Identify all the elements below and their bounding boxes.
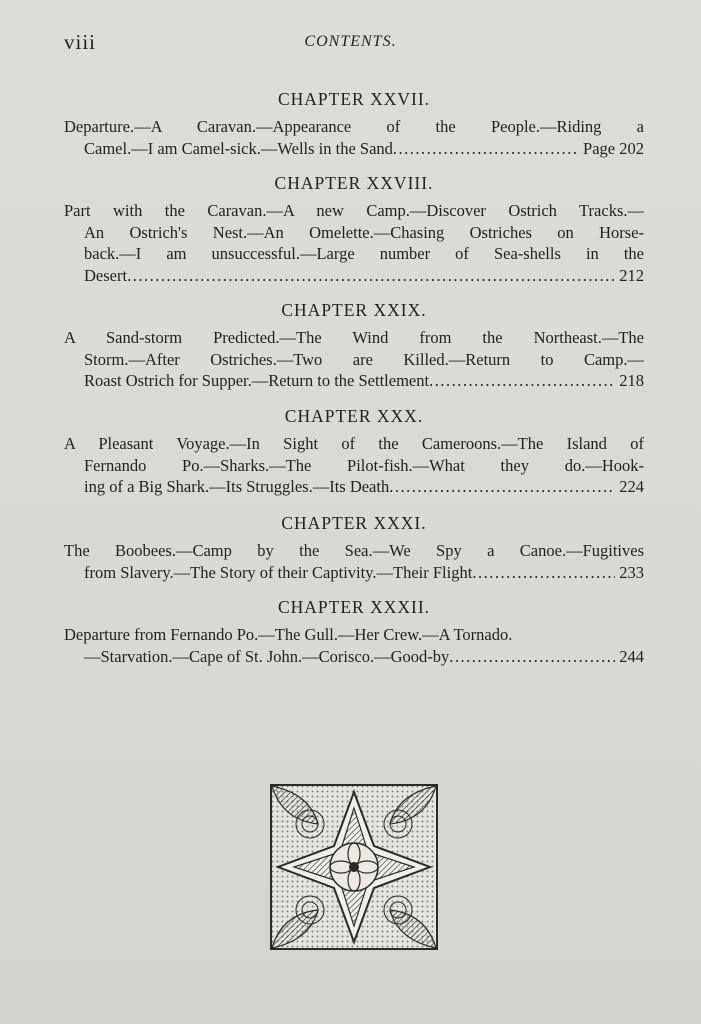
summary-line: Departure.—A Caravan.—Appearance of the People.—Riding a	[64, 117, 644, 136]
chapter-title: CHAPTER XXXI.	[281, 513, 427, 533]
summary-last-line	[64, 370, 644, 392]
summary-last-line	[64, 562, 644, 584]
summary-line: Departure from Fernando Po.—The Gull.—Her Crew.—A Tornado.	[64, 625, 513, 644]
summary-last-line	[64, 138, 644, 160]
summary-line: Fernando Po.—Sharks.—The Pilot-fish.—What they do.—Hook-	[84, 455, 644, 475]
summary-line: ing of a Big Shark.—Its Struggles.—Its Death	[84, 477, 390, 496]
chapter-summary	[64, 327, 644, 392]
dot-leader	[449, 646, 615, 668]
dot-leader	[389, 476, 615, 498]
summary-line: Roast Ostrich for Supper.—Return to the Settlement	[84, 371, 430, 390]
chapter-summary	[64, 200, 644, 286]
chapter-entry	[64, 170, 644, 286]
decorative-tailpiece-icon	[270, 784, 438, 950]
dot-leader	[393, 138, 579, 160]
page-reference: 233	[619, 562, 644, 582]
page-number: viii	[64, 30, 97, 54]
chapter-title: CHAPTER XXVIII.	[274, 173, 434, 193]
page-reference: 244	[619, 646, 644, 666]
page-reference: 224	[619, 477, 644, 496]
chapter-summary	[64, 116, 644, 159]
summary-line: Camel.—I am Camel-sick.—Wells in the Sand	[84, 138, 393, 158]
summary-line: —Starvation.—Cape of St. John.—Corisco.—Good-by	[84, 646, 450, 666]
summary-line: Storm.—After Ostriches.—Two are Killed.—Return to Camp.—	[84, 349, 644, 369]
dot-leader	[472, 562, 615, 584]
dot-leader	[127, 265, 615, 287]
chapter-entry	[64, 594, 644, 667]
summary-line: The Boobees.—Camp by the Sea.—We Spy a Canoe.—Fugitives	[64, 541, 644, 560]
summary-line: Part with the Caravan.—A new Camp.—Discover Ostrich Tracks.—	[64, 201, 644, 220]
running-head: CONTENTS.	[304, 33, 397, 50]
summary-line: from Slavery.—The Story of their Captivity.—Their Flight	[84, 562, 473, 582]
chapter-entry	[64, 403, 644, 498]
chapter-title: CHAPTER XXIX.	[281, 300, 427, 320]
summary-last-line	[64, 476, 644, 498]
chapter-summary	[64, 433, 644, 498]
page-reference: Page 202	[583, 138, 644, 158]
chapter-title: CHAPTER XXVII.	[277, 89, 431, 109]
chapter-entry	[64, 86, 644, 159]
summary-last-line	[64, 265, 644, 287]
page-reference: 218	[619, 371, 644, 390]
chapter-summary	[64, 540, 644, 583]
summary-line: A Sand-storm Predicted.—The Wind from the Northeast.—The	[64, 328, 644, 347]
page-reference: 212	[619, 265, 644, 285]
summary-last-line	[64, 646, 644, 668]
chapter-title: CHAPTER XXXII.	[277, 597, 431, 617]
summary-line: Desert	[84, 265, 128, 285]
chapter-summary	[64, 624, 644, 667]
chapter-title: CHAPTER XXX.	[284, 406, 424, 426]
summary-line: back.—I am unsuccessful.—Large number of Sea-shells in the	[84, 244, 644, 263]
chapter-entry	[64, 510, 644, 583]
summary-line: A Pleasant Voyage.—In Sight of the Cameroons.—The Island of	[64, 434, 644, 453]
dot-leader	[429, 370, 615, 392]
summary-line: An Ostrich's Nest.—An Omelette.—Chasing Ostriches on Horse-	[84, 222, 644, 242]
chapter-entry	[64, 297, 644, 392]
